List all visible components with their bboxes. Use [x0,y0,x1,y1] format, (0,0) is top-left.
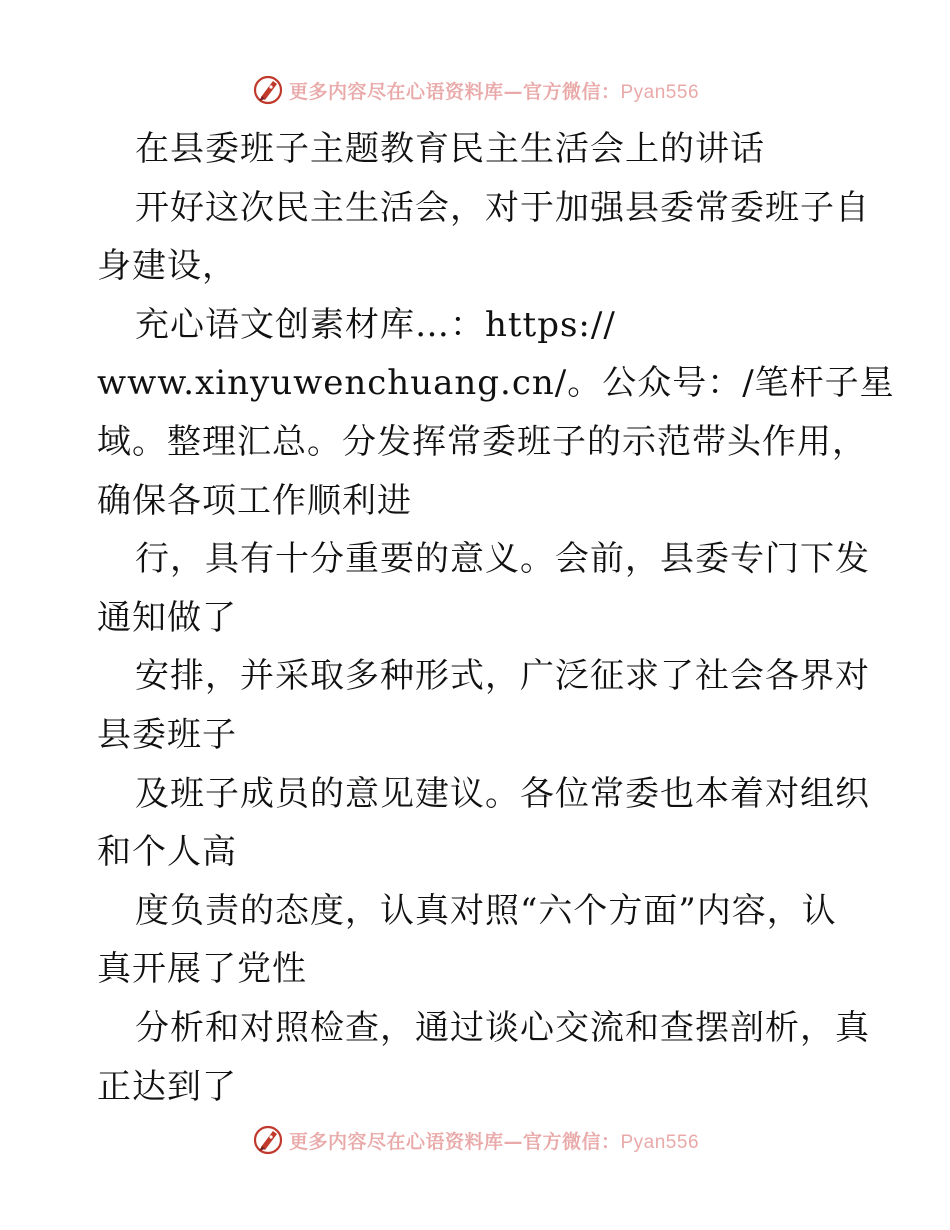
paragraph-line: 通知做了 [97,597,237,638]
header-banner-text: 更多内容尽在心语资料库—官方微信： [288,80,621,103]
document-body [97,120,895,1116]
paragraph-line: 行，具有十分重要的意义。会前，县委专门下发 [135,539,870,580]
paragraph-line: 和个人高 [97,832,237,873]
paragraph-line: 身建设， [97,246,237,287]
footer-banner-handle: Pyan556 [620,1131,700,1153]
pen-nib-logo-icon [251,73,285,107]
paragraph-line: 及班子成员的意见建议。各位常委也本着对组织 [135,773,870,814]
footer-banner-text: 更多内容尽在心语资料库—官方微信： [288,1130,621,1153]
paragraph-line: 充心语文创素材库…：https:// [135,304,616,345]
paragraph-line: 分析和对照检查，通过谈心交流和查摆剖析，真 [135,1007,870,1048]
paragraph-line: 域。整理汇总。分发挥常委班子的示范带头作用， [97,421,867,462]
paragraph-line: 安排，并采取多种形式，广泛征求了社会各界对 [135,656,870,697]
document-lines [97,179,895,1117]
paragraph-line: www.xinyuwenchuang.cn/。公众号：/笔杆子星 [97,363,895,404]
document-title: 在县委班子主题教育民主生活会上的讲话 [135,129,765,169]
paragraph-line: 正达到了 [97,1066,237,1107]
paragraph-line: 确保各项工作顺利进 [97,480,412,521]
paragraph-line: 度负责的态度，认真对照“六个方面”内容，认 [135,890,837,931]
footer-banner [0,1120,950,1160]
header-banner-handle: Pyan556 [620,81,700,103]
header-banner [0,70,950,110]
paragraph-line: 县委班子 [97,714,237,755]
paragraph-line: 真开展了党性 [97,949,307,990]
pen-nib-logo-icon [251,1123,285,1157]
paragraph-line: 开好这次民主生活会，对于加强县委常委班子自 [135,187,870,228]
